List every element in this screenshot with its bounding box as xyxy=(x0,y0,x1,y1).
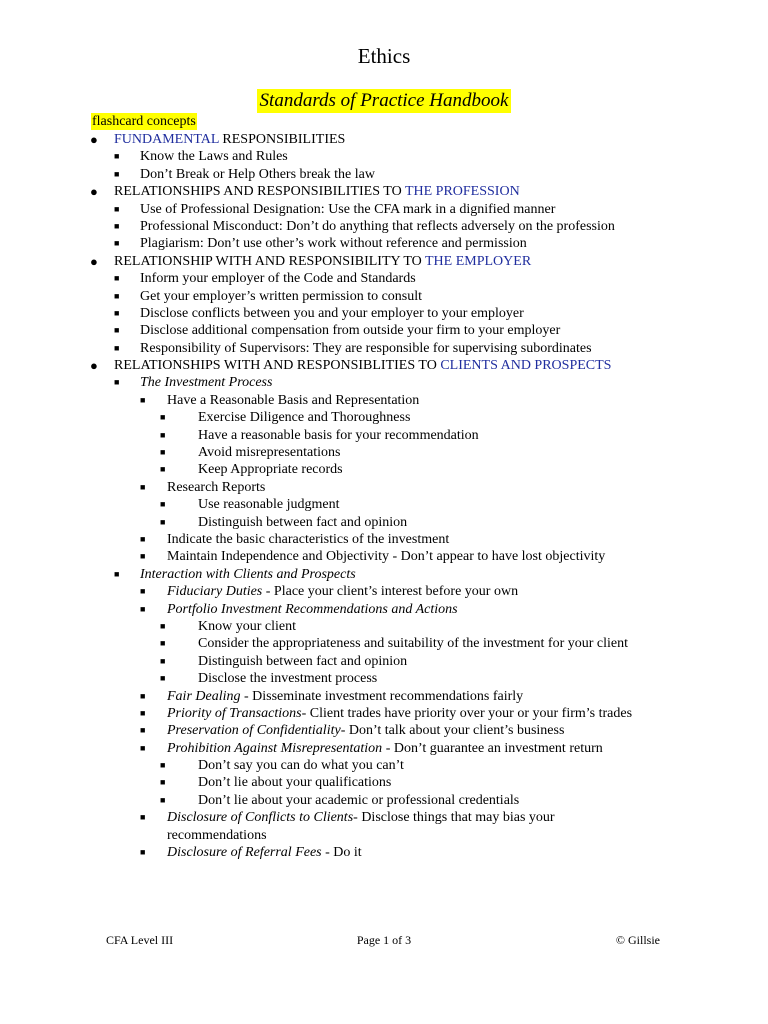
round-bullet-icon: ● xyxy=(90,132,98,147)
outline-text-segment: THE PROFESSION xyxy=(404,184,520,200)
square-bullet-icon: ■ xyxy=(114,203,120,214)
outline-item-text xyxy=(198,774,391,791)
outline-item-text xyxy=(140,218,615,235)
outline-item-text xyxy=(114,357,611,374)
outline-text-segment: Don’t lie about your qualifications xyxy=(198,775,392,791)
outline-item xyxy=(0,288,768,305)
square-bullet-icon: ■ xyxy=(114,377,120,388)
highlight-tag: flashcard concepts xyxy=(92,114,196,129)
outline-item xyxy=(0,653,768,670)
outline-text-segment: Keep Appropriate records xyxy=(198,462,343,478)
outline-item xyxy=(0,392,768,409)
outline-item-text xyxy=(167,392,419,409)
outline-item-text xyxy=(140,288,422,305)
outline-text-segment: Responsibility of Supervisors: They are responsible for supervising subordinates xyxy=(140,340,592,356)
square-bullet-icon: ■ xyxy=(140,707,146,718)
square-bullet-icon: ■ xyxy=(160,412,166,423)
outline-item-text xyxy=(198,427,479,444)
outline-item xyxy=(0,427,768,444)
outline-item xyxy=(0,548,768,565)
footer-page-number: Page 1 of 3 xyxy=(356,933,412,947)
footer-left: CFA Level III xyxy=(106,933,174,947)
round-bullet-icon: ● xyxy=(90,253,98,269)
outline-item xyxy=(0,583,768,600)
outline-item xyxy=(0,774,768,791)
outline-item-text xyxy=(167,809,597,844)
outline-text-segment: - Do it xyxy=(321,845,362,861)
outline-text-segment: Have a Reasonable Basis and Representation xyxy=(167,392,420,408)
outline-item-text xyxy=(198,461,343,478)
outline-text-segment: RELATIONSHIPS WITH AND RESPONSIBLITIES TO xyxy=(114,358,441,374)
square-bullet-icon: ■ xyxy=(160,777,166,788)
outline-item-text xyxy=(140,201,555,218)
square-bullet-icon: ■ xyxy=(140,551,146,562)
outline-item xyxy=(0,166,768,183)
outline-text-segment: Research Reports xyxy=(167,479,266,495)
outline-text-segment: Disclosure of Conflicts to Clients xyxy=(167,810,354,826)
outline-item xyxy=(0,635,768,652)
outline-text-segment: Fair Dealing xyxy=(167,688,241,704)
outline-item xyxy=(0,357,768,374)
square-bullet-icon: ■ xyxy=(140,690,146,701)
outline-text-segment: Disclose conflicts between you and your employer to your employer xyxy=(140,305,524,321)
outline-item xyxy=(0,566,768,583)
outline-item xyxy=(0,722,768,739)
outline-text-segment: Know the Laws and Rules xyxy=(140,149,288,165)
outline-item xyxy=(0,757,768,774)
outline-text-segment: Preservation of Confidentiality xyxy=(167,723,341,739)
outline-text-segment: Consider the appropriateness and suitability of the investment for your client xyxy=(198,636,629,652)
outline-text-segment: Distinguish between fact and opinion xyxy=(198,653,408,669)
outline-text-segment: - Disclose things that may bias your recommendations xyxy=(167,810,555,843)
outline-item-text xyxy=(140,305,524,322)
outline-item-text xyxy=(198,444,340,461)
outline-item-text xyxy=(167,531,449,548)
outline-item xyxy=(0,461,768,478)
square-bullet-icon: ■ xyxy=(160,794,166,805)
outline-item xyxy=(0,531,768,548)
outline-item-text xyxy=(140,566,356,583)
outline-text-segment: Fiduciary Duties xyxy=(167,584,263,600)
square-bullet-icon: ■ xyxy=(114,568,120,579)
footer-copyright: © Gillsie xyxy=(615,933,660,947)
outline-item xyxy=(0,235,768,252)
outline-item xyxy=(0,201,768,218)
square-bullet-icon: ■ xyxy=(160,447,166,458)
outline-item xyxy=(0,514,768,531)
outline-item-text xyxy=(167,844,362,861)
outline-text-segment: Disclosure of Referral Fees xyxy=(167,845,322,861)
outline-item-text xyxy=(198,635,628,652)
outline-item-text xyxy=(140,322,560,339)
outline-item-text xyxy=(198,496,340,513)
square-bullet-icon: ■ xyxy=(140,847,146,858)
square-bullet-icon: ■ xyxy=(140,742,146,753)
outline-text-segment: RESPONSIBILITIES xyxy=(218,132,346,147)
square-bullet-icon: ■ xyxy=(114,342,120,353)
square-bullet-icon: ■ xyxy=(160,516,166,527)
square-bullet-icon: ■ xyxy=(140,481,146,492)
outline-item-text xyxy=(140,166,375,183)
outline-text-segment: Maintain Independence and Objectivity - Don’t appear to have lost objectivity xyxy=(167,549,606,565)
outline-text-segment: - Don’t talk about your client’s business xyxy=(340,723,565,739)
round-bullet-icon: ● xyxy=(90,184,98,200)
outline-text-segment: Prohibition Against Misrepresentation xyxy=(167,740,383,756)
outline-text-segment: Exercise Diligence and Thoroughness xyxy=(198,410,411,426)
square-bullet-icon: ■ xyxy=(114,168,120,179)
square-bullet-icon: ■ xyxy=(140,394,146,405)
outline-item-text xyxy=(140,235,527,252)
outline-text-segment: Indicate the basic characteristics of the investment xyxy=(167,531,450,547)
outline-text-segment: CLIENTS AND PROSPECTS xyxy=(440,358,612,374)
round-bullet-icon: ● xyxy=(90,358,98,374)
outline-item-text xyxy=(198,792,519,809)
outline-item-text xyxy=(198,670,377,687)
outline-text-segment: Use of Professional Designation: Use the CFA mark in a dignified manner xyxy=(140,201,556,217)
outline-item xyxy=(0,270,768,287)
outline-item-text xyxy=(167,688,523,705)
outline-item-text xyxy=(114,183,520,200)
outline-item xyxy=(0,183,768,200)
outline-text-segment: Portfolio Investment Recommendations and Actions xyxy=(167,601,458,617)
square-bullet-icon: ■ xyxy=(140,812,146,823)
square-bullet-icon: ■ xyxy=(114,273,120,284)
square-bullet-icon: ■ xyxy=(140,603,146,614)
square-bullet-icon: ■ xyxy=(140,533,146,544)
outline-item-text xyxy=(198,514,407,531)
outline-text-segment: FUNDAMENTAL xyxy=(114,132,219,147)
outline-item-text xyxy=(167,479,265,496)
outline-text-segment: The Investment Process xyxy=(140,375,273,391)
outline-item-text xyxy=(140,340,592,357)
square-bullet-icon: ■ xyxy=(140,725,146,736)
outline-item-text xyxy=(198,653,407,670)
outline-item xyxy=(0,844,768,861)
outline-text-segment: Plagiarism: Don’t use other’s work without reference and permission xyxy=(140,236,527,252)
square-bullet-icon: ■ xyxy=(160,429,166,440)
outline-item xyxy=(0,148,768,165)
outline-item-text xyxy=(198,618,296,635)
outline-item xyxy=(0,670,768,687)
outline-text-segment: Distinguish between fact and opinion xyxy=(198,514,408,530)
outline-text-segment: - Client trades have priority over your or your firm’s trades xyxy=(301,705,633,721)
square-bullet-icon: ■ xyxy=(114,151,120,162)
outline-text-segment: Use reasonable judgment xyxy=(198,497,340,513)
outline-item xyxy=(0,253,768,270)
square-bullet-icon: ■ xyxy=(160,655,166,666)
outline-text-segment: - Disseminate investment recommendations fairly xyxy=(240,688,524,704)
document-title: Ethics xyxy=(357,44,411,68)
outline-item xyxy=(0,340,768,357)
document-subtitle: Standards of Practice Handbook xyxy=(257,89,512,113)
square-bullet-icon: ■ xyxy=(114,238,120,249)
outline-item-text xyxy=(167,601,458,618)
outline-item-text xyxy=(198,409,410,426)
outline-text-segment: Don’t lie about your academic or professional credentials xyxy=(198,792,520,808)
outline-item xyxy=(0,809,768,844)
square-bullet-icon: ■ xyxy=(114,220,120,231)
square-bullet-icon: ■ xyxy=(160,638,166,649)
subtitle-container xyxy=(0,89,768,113)
outline-text-segment: - Don’t guarantee an investment return xyxy=(382,740,603,756)
outline-text-segment: Get your employer’s written permission to consult xyxy=(140,288,423,304)
square-bullet-icon: ■ xyxy=(114,325,120,336)
outline-item xyxy=(0,218,768,235)
outline-item xyxy=(0,496,768,513)
outline-item xyxy=(0,618,768,635)
outline-text-segment: THE EMPLOYER xyxy=(425,253,532,269)
square-bullet-icon: ■ xyxy=(114,307,120,318)
outline-item-text xyxy=(140,374,272,391)
square-bullet-icon: ■ xyxy=(160,620,166,631)
outline-item xyxy=(0,479,768,496)
outline-item-text xyxy=(114,253,531,270)
outline-item xyxy=(0,131,768,148)
outline-item-text xyxy=(140,270,416,287)
outline-item-text xyxy=(167,705,632,722)
outline-item xyxy=(0,409,768,426)
outline-text-segment: Disclose additional compensation from outside your firm to your employer xyxy=(140,323,561,339)
outline-item-text xyxy=(167,548,605,565)
square-bullet-icon: ■ xyxy=(160,464,166,475)
outline-item xyxy=(0,705,768,722)
outline-item xyxy=(0,444,768,461)
outline-text-segment: Professional Misconduct: Don’t do anything that reflects adversely on the profession xyxy=(140,218,615,234)
square-bullet-icon: ■ xyxy=(114,290,120,301)
outline-text-segment: Don’t say you can do what you can’t xyxy=(198,758,404,774)
outline-text-segment: RELATIONSHIPS AND RESPONSIBILITIES TO xyxy=(114,184,405,200)
outline-item-text xyxy=(140,148,288,165)
outline-item-text xyxy=(167,583,518,600)
outline-text-segment: Don’t Break or Help Others break the law xyxy=(140,166,375,182)
outline-item-text xyxy=(167,740,603,757)
square-bullet-icon: ■ xyxy=(160,673,166,684)
outline-text-segment: Interaction with Clients and Prospects xyxy=(140,566,356,582)
outline-text-segment: RELATIONSHIP WITH AND RESPONSIBILITY TO xyxy=(114,253,425,269)
outline-text-segment: Know your client xyxy=(198,618,296,634)
outline-item xyxy=(0,322,768,339)
outline-item xyxy=(0,305,768,322)
outline-text-segment: - Place your client’s interest before your own xyxy=(262,584,519,600)
outline-text-segment: Priority of Transactions xyxy=(167,705,302,721)
square-bullet-icon: ■ xyxy=(160,760,166,771)
outline-item-text xyxy=(167,722,564,739)
outline-text-segment: Have a reasonable basis for your recommendation xyxy=(198,427,479,443)
outline-item xyxy=(0,740,768,757)
outline-text-segment: Avoid misrepresentations xyxy=(198,445,341,461)
outline-item xyxy=(0,792,768,809)
square-bullet-icon: ■ xyxy=(140,586,146,597)
outline-item xyxy=(0,688,768,705)
outline-item xyxy=(0,601,768,618)
outline-item xyxy=(0,374,768,391)
outline-item-text xyxy=(114,131,345,148)
square-bullet-icon: ■ xyxy=(160,499,166,510)
outline-list xyxy=(0,131,768,861)
outline-text-segment: Disclose the investment process xyxy=(198,671,378,687)
outline-text-segment: Inform your employer of the Code and Standards xyxy=(140,271,416,287)
outline-item-text xyxy=(198,757,404,774)
